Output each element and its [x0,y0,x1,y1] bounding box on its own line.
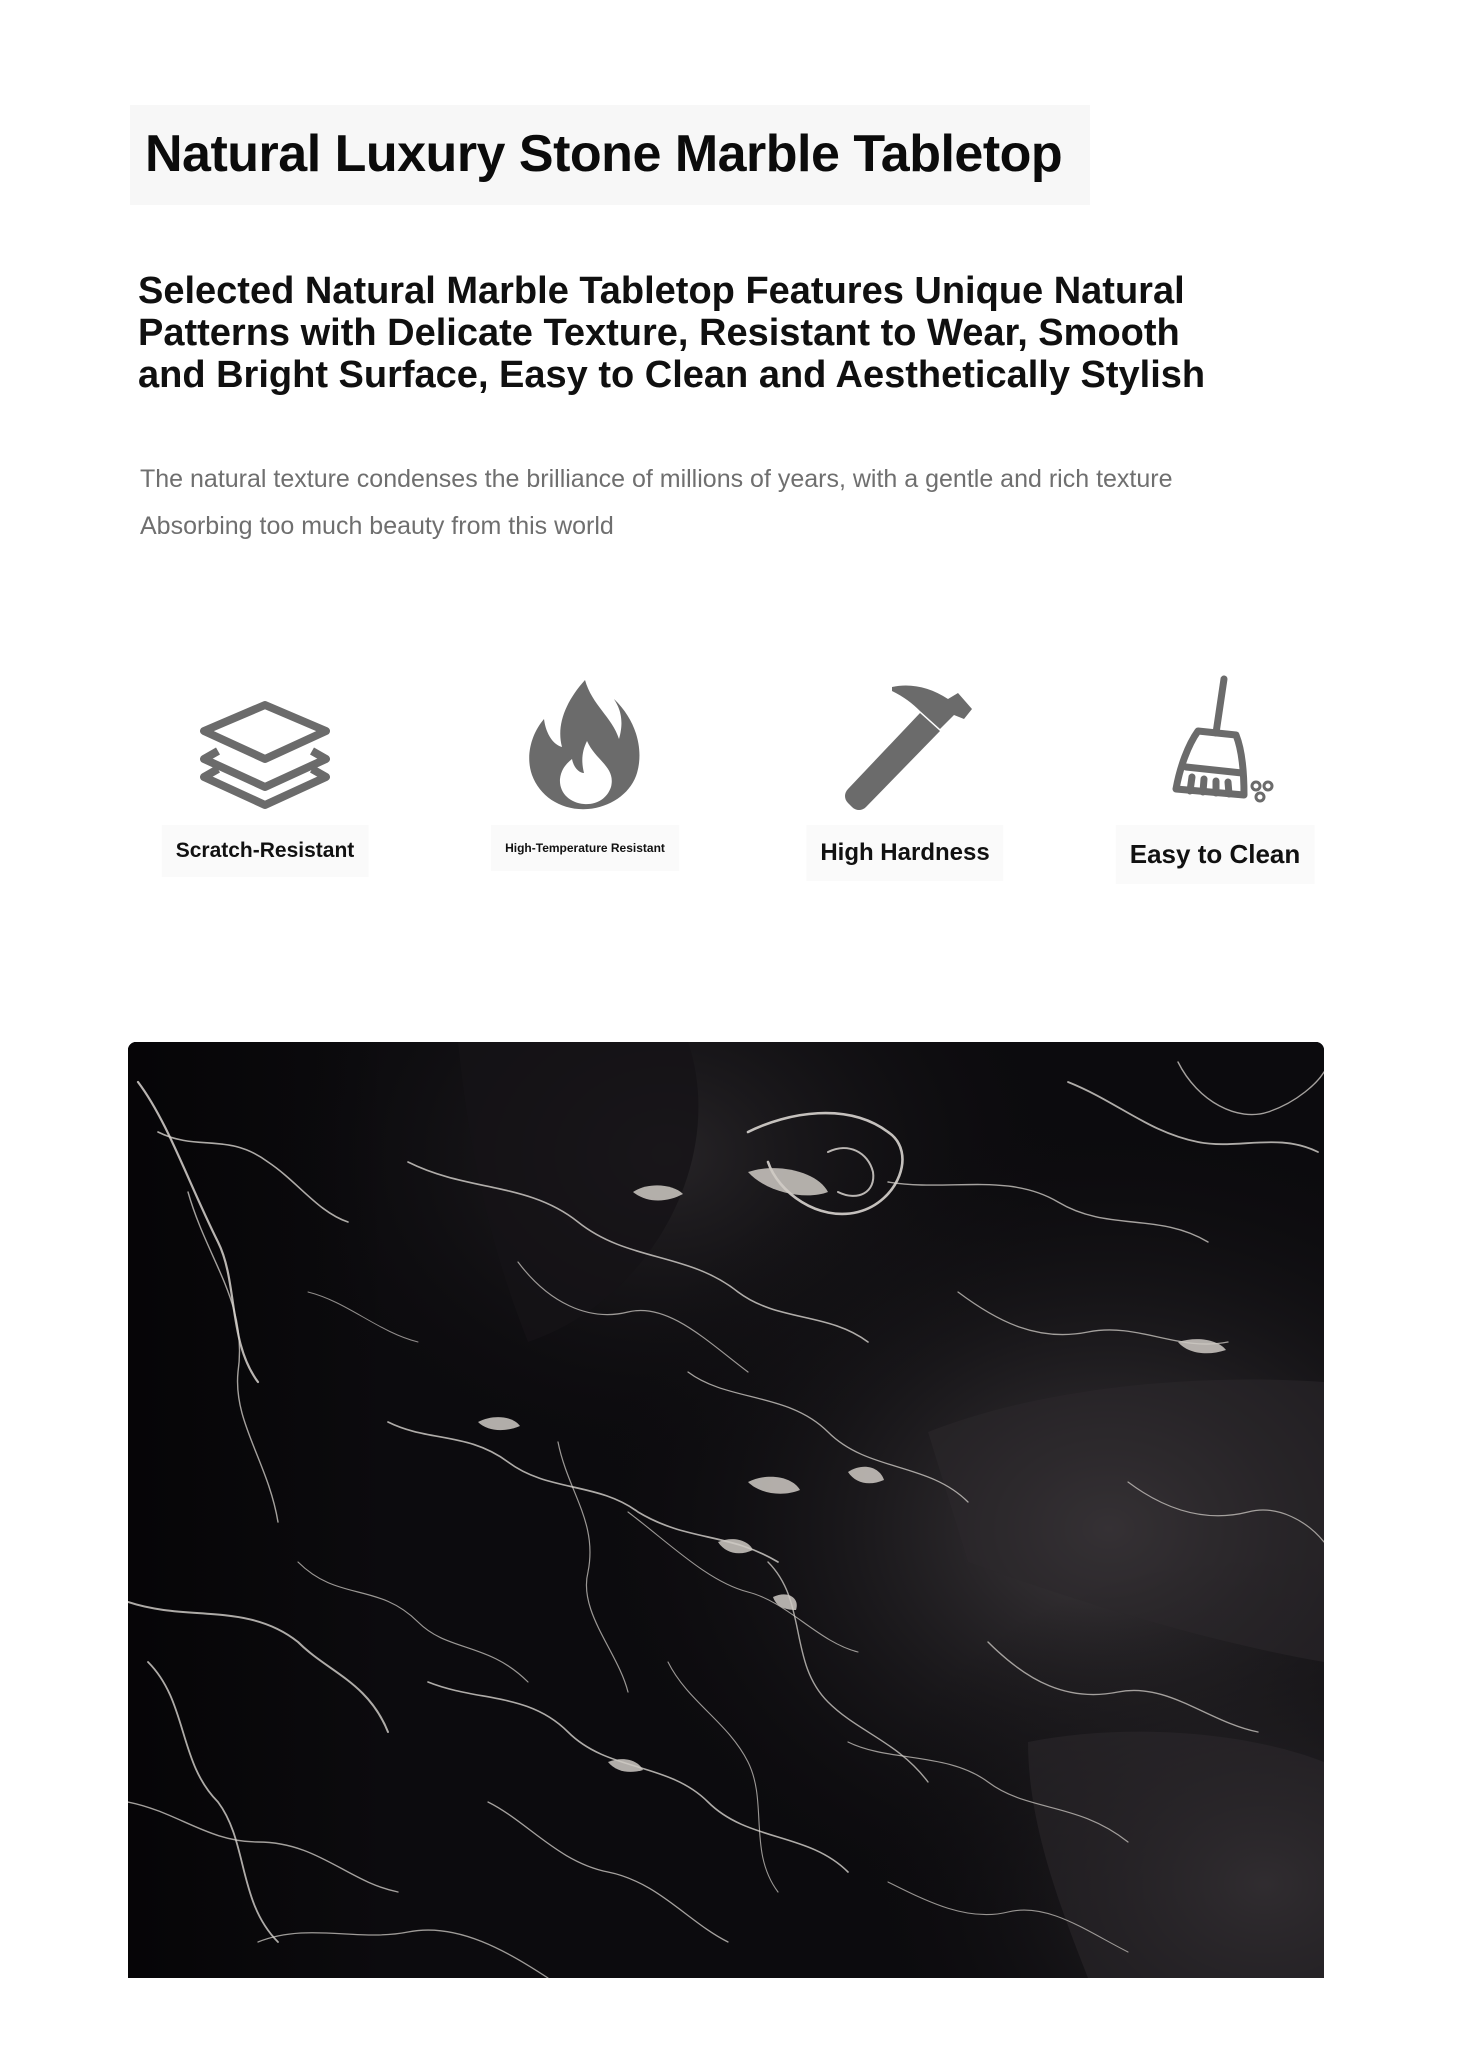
description-line-2: Absorbing too much beauty from this world [140,512,614,540]
feature-high-temperature-resistant [425,675,745,915]
flame-icon [510,675,660,815]
feature-headline-line-1: Selected Natural Marble Tabletop Features Unique Natural [138,270,1185,312]
description-line-1: The natural texture condenses the brilliance of millions of years, with a gentle and rich texture [140,465,1173,493]
marble-tabletop-image [128,1042,1324,1978]
feature-label-box [806,825,1003,881]
hammer-icon [830,675,980,815]
feature-easy-to-clean [1055,675,1375,915]
feature-label-box [162,825,369,877]
feature-headline [138,270,1258,396]
broom-icon [1140,675,1290,815]
feature-headline-line-2: Patterns with Delicate Texture, Resistant to Wear, Smooth [138,312,1180,354]
feature-label: Scratch-Resistant [175,839,355,862]
feature-label: High-Temperature Resistant [505,841,665,855]
feature-label-box [1116,825,1315,884]
product-description [140,456,1320,550]
layers-icon [190,675,340,815]
feature-label: High Hardness [820,839,990,866]
feature-headline-line-3: and Bright Surface, Easy to Clean and Aesthetically Stylish [138,354,1206,396]
feature-scratch-resistant [105,675,425,915]
feature-high-hardness [745,675,1065,915]
feature-label: Easy to Clean [1129,839,1301,869]
page-title: Natural Luxury Stone Marble Tabletop [145,125,1063,183]
feature-label-box [491,825,679,871]
